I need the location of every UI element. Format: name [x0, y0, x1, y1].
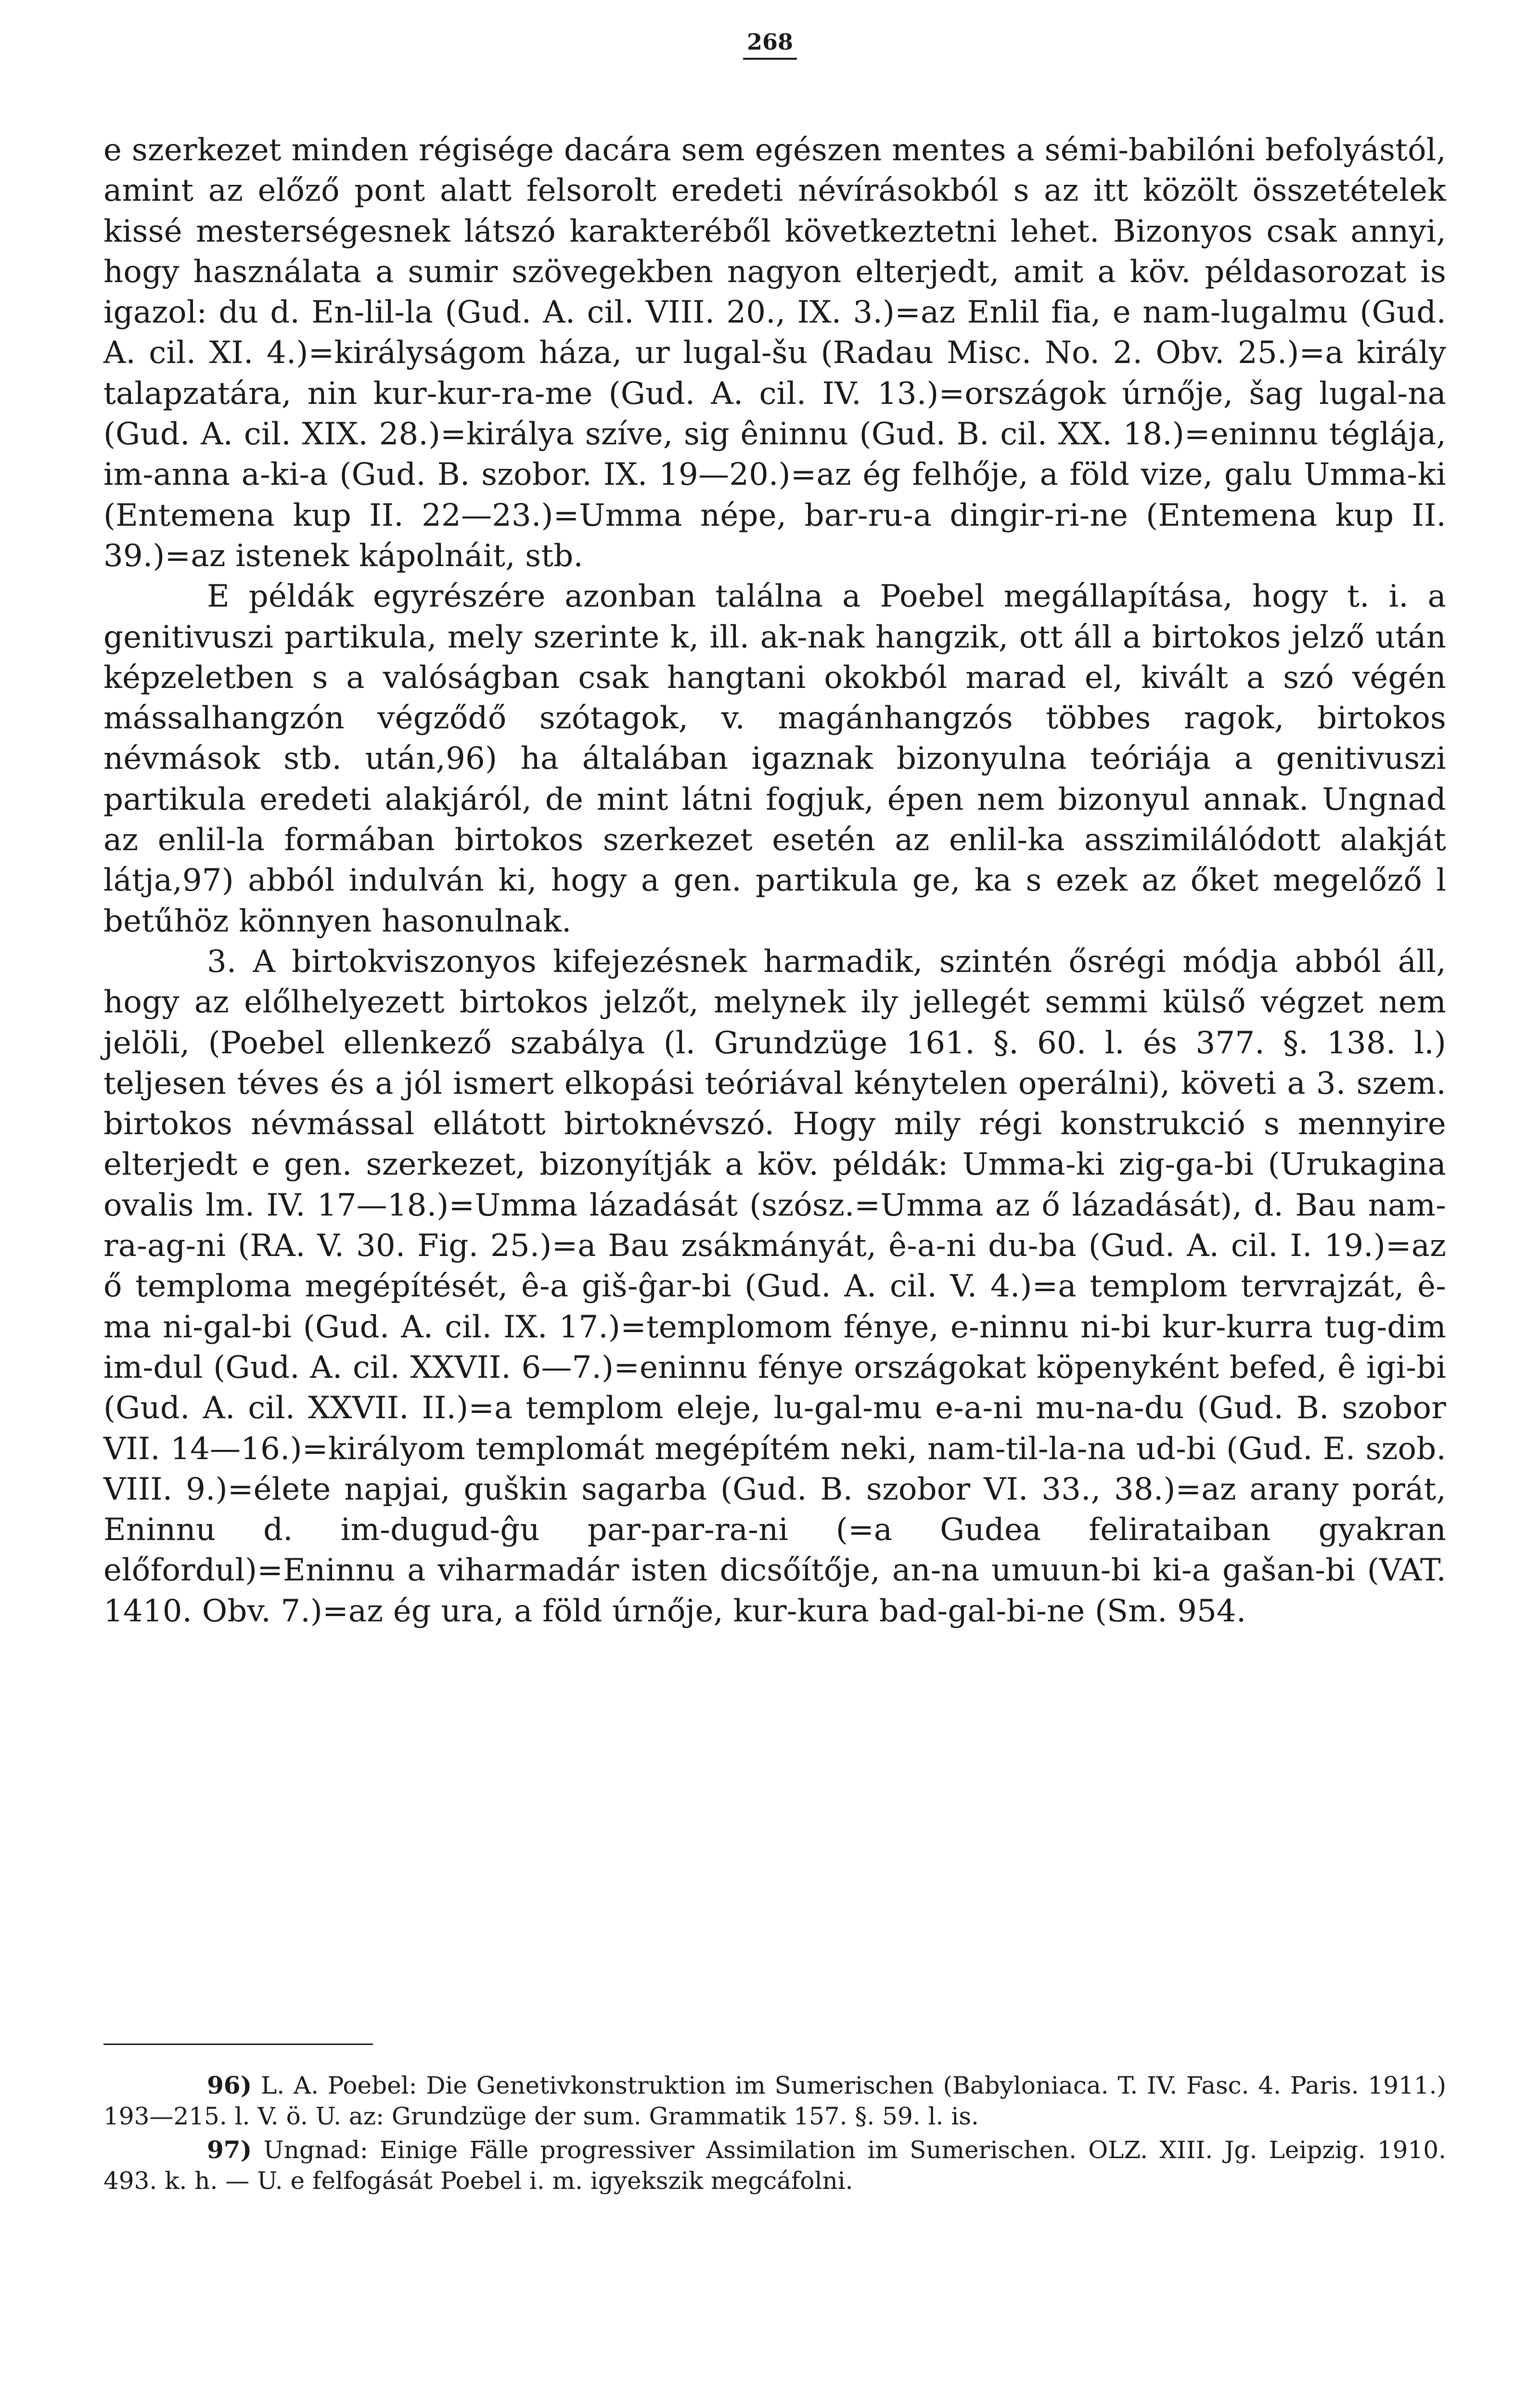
page-number	[0, 29, 1540, 55]
paragraph: E példák egyrészére azonban találna a Poebel megállapítása, hogy t. i. a genitivuszi partikula, mely szerinte k, ill. ak-nak hangzik, ott áll a birtokos jelző után képzeletben s a valóságban csak hangtani okokból marad el, kivált a szó végén mássalhangzón végződő szótagok, v. magánhangzós többes ragok, birtokos névmások stb. után,96) ha általában igaznak bizonyulna teóriája a genitivuszi partikula eredeti alakjáról, de mint látni fogjuk, épen nem bizonyul annak. Ungnad az enlil-la formában birtokos szerkezet esetén az enlil-ka asszimilálódott alakját látja,97) abból indulván ki, hogy a gen. partikula ge, ka s ezek az őket megelőző l betűhöz könnyen hasonulnak.	[103, 579, 1446, 939]
paragraph: 3. A birtokviszonyos kifejezésnek harmadik, szintén ősrégi módja abból áll, hogy az előlhelyezett birtokos jelzőt, melynek ily jellegét semmi külső végzet nem jelöli, (Poebel ellenkező szabálya (l. Grundzüge 161. §. 60. l. és 377. §. 138. l.) teljesen téves és a jól ismert elkopási teóriával kénytelen operálni), követi a 3. szem. birtokos névmással ellátott birtoknévszó. Hogy mily régi konstrukció s mennyire elterjedt e gen. szerkezet, bizonyítják a köv. példák: Umma-ki zig-ga-bi (Urukagina ovalis lm. IV. 17—18.)=Umma lázadását (szósz.=Umma az ő lázadását), d. Bau nam-ra-ag-ni (RA. V. 30. Fig. 25.)=a Bau zsákmányát, ê-a-ni du-ba (Gud. A. cil. I. 19.)=az ő temploma megépítését, ê-a giš-ĝar-bi (Gud. A. cil. V. 4.)=a templom tervrajzát, ê-ma ni-gal-bi (Gud. A. cil. IX. 17.)=templomom fénye, e-ninnu ni-bi kur-kurra tug-dim im-dul (Gud. A. cil. XXVII. 6—7.)=eninnu fénye országokat köpenyként befed, ê igi-bi (Gud. A. cil. XXVII. II.)=a templom eleje, lu-gal-mu e-a-ni mu-na-du (Gud. B. szobor VII. 14—16.)=királyom templomát megépítém neki, nam-til-la-na ud-bi (Gud. E. szob. VIII. 9.)=élete napjai, guškin sagarba (Gud. B. szobor VI. 33., 38.)=az arany porát, Eninnu d. im-dugud-ĝu par-par-ra-ni (=a Gudea felirataiban gyakran előfordul)=Eninnu a viharmadár isten dicsőítője, an-na umuun-bi ki-a gašan-bi (VAT. 1410. Obv. 7.)=az ég ura, a föld úrnője, kur-kura bad-gal-bi-ne (Sm. 954.	[103, 944, 1446, 1629]
body-text	[103, 130, 1446, 1631]
footnotes	[103, 2070, 1446, 2199]
footnote	[103, 2070, 1446, 2132]
footnote-mark: 97)	[207, 2135, 252, 2164]
footnote-mark: 96)	[207, 2071, 252, 2099]
footnote-separator	[103, 2044, 373, 2045]
footnote-text: Ungnad: Einige Fälle progressiver Assimilation im Sumerischen. OLZ. XIII. Jg. Leipzig. 1910. 493. k. h. — U. e felfogását Poebel i. m. igyekszik megcáfolni.	[103, 2136, 1446, 2195]
paragraph: e szerkezet minden régisége dacára sem egészen mentes a sémi-babilóni befolyástól, amint az előző pont alatt felsorolt eredeti névírásokból s az itt közölt összetételek kissé mesterségesnek látszó karakteréből következtetni lehet. Bizonyos csak annyi, hogy használata a sumir szövegekben nagyon elterjedt, amit a köv. példasorozat is igazol: du d. En-lil-la (Gud. A. cil. VIII. 20., IX. 3.)=az Enlil fia, e nam-lugalmu (Gud. A. cil. XI. 4.)=királyságom háza, ur lugal-šu (Radau Misc. No. 2. Obv. 25.)=a király talapzatára, nin kur-kur-ra-me (Gud. A. cil. IV. 13.)=országok úrnője, šag lugal-na (Gud. A. cil. XIX. 28.)=királya szíve, sig êninnu (Gud. B. cil. XX. 18.)=eninnu téglája, im-anna a-ki-a (Gud. B. szobor. IX. 19—20.)=az ég felhője, a föld vize, galu Umma-ki (Entemena kup II. 22—23.)=Umma népe, bar-ru-a dingir-ri-ne (Entemena kup II. 39.)=az istenek kápolnáit, stb.	[103, 132, 1446, 574]
footnote-text: L. A. Poebel: Die Genetivkonstruktion im Sumerischen (Babyloniaca. T. IV. Fasc. 4. Paris. 1911.) 193—215. l. V. ö. U. az: Grundzüge der sum. Grammatik 157. §. 59. l. is.	[103, 2071, 1446, 2130]
page-number-text: 268	[743, 29, 797, 60]
footnote	[103, 2135, 1446, 2196]
